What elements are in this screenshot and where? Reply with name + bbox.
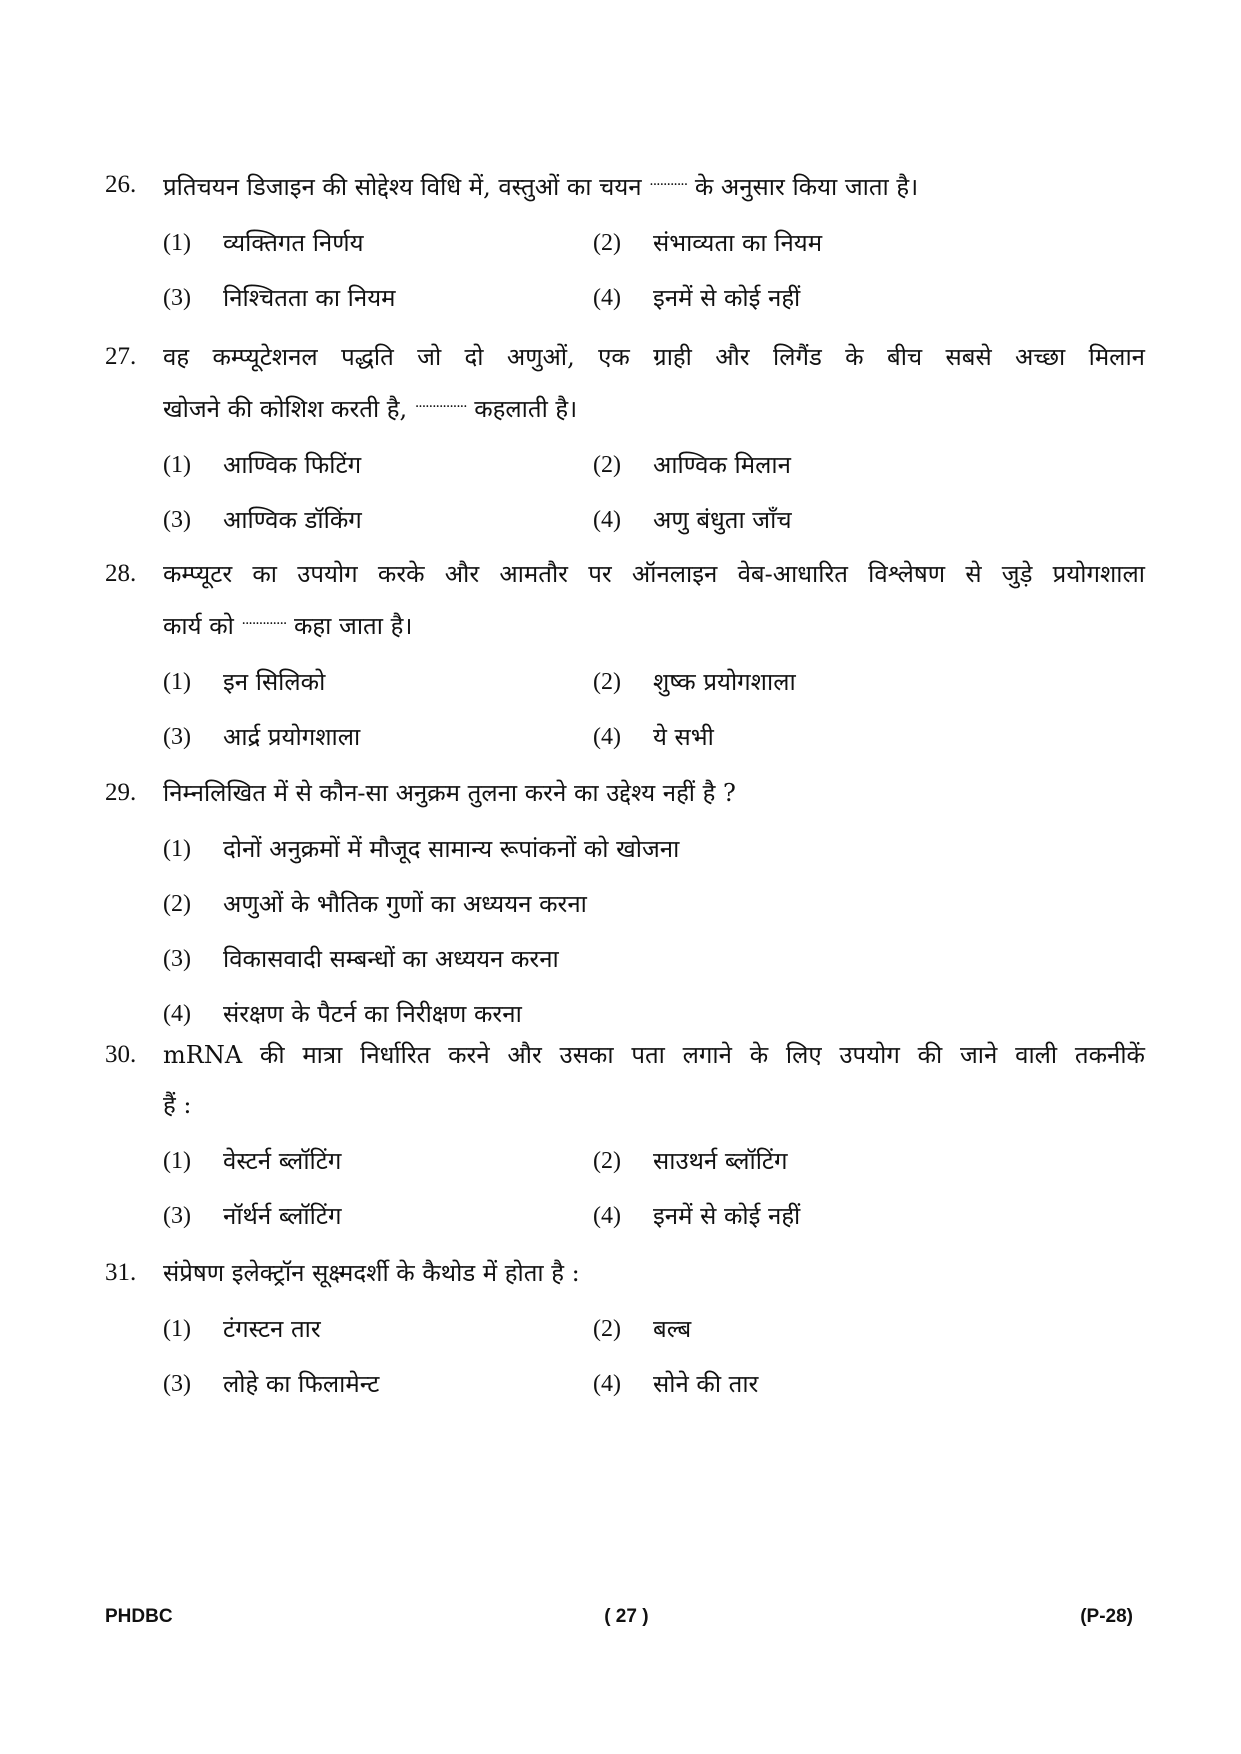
question-29 [105,768,1145,1044]
question-27 [105,332,1145,550]
question-28 [105,549,1145,767]
option-2: (2) बल्ब [593,1315,692,1343]
option-3: (3) नॉर्थर्न ब्लॉटिंग [163,1202,342,1230]
question-number: 30. [105,1041,137,1068]
blank-dots: ··········· [649,177,688,193]
question-number: 28. [105,560,137,587]
option-1: (1) व्यक्तिगत निर्णय [163,229,364,257]
paper-code: (P-28) [1080,1606,1133,1627]
options [105,1136,1145,1246]
option-4: (4) संरक्षण के पैटर्न का निरीक्षण करना [163,1000,522,1028]
option-3: (3) आर्द्र प्रयोगशाला [163,723,361,751]
option-1: (1) टंगस्टन तार [163,1315,321,1343]
question-30 [105,1030,1145,1246]
option-3: (3) लोहे का फिलामेन्ट [163,1370,380,1398]
option-2: (2) अणुओं के भौतिक गुणों का अध्ययन करना [163,890,587,918]
question-number: 26. [105,171,137,198]
option-1: (1) वेस्टर्न ब्लॉटिंग [163,1147,342,1175]
question-number: 31. [105,1259,137,1286]
option-2: (2) शुष्क प्रयोगशाला [593,668,796,696]
options [105,1304,1145,1414]
page-footer [105,1606,1133,1628]
options [105,218,1145,328]
options [105,824,1145,1044]
option-4: (4) ये सभी [593,723,714,751]
option-2: (2) साउथर्न ब्लॉटिंग [593,1147,788,1175]
question-text: कम्प्यूटर का उपयोग करके और आमतौर पर ऑनलाइन वेब-आधारित विश्लेषण से जुड़े प्रयोगशाला [163,560,1145,588]
options [105,440,1145,550]
question-31 [105,1248,1145,1414]
option-1: (1) दोनों अनुक्रमों में मौजूद सामान्य रूपांकनों को खोजना [163,835,680,863]
question-text-continued: खोजने की कोशिश करती है, ··············· कहलाती है। [163,395,578,423]
option-4: (4) सोने की तार [593,1370,759,1398]
question-number: 29. [105,779,137,806]
question-text-continued: कार्य को ············· कहा जाता है। [163,612,413,640]
option-2: (2) संभाव्यता का नियम [593,229,823,257]
question-text: वह कम्प्यूटेशनल पद्धति जो दो अणुओं, एक ग्राही और लिगैंड के बीच सबसे अच्छा मिलान [163,343,1145,371]
option-1: (1) आण्विक फिटिंग [163,451,362,479]
question-number: 27. [105,343,137,370]
option-4: (4) इनमें से कोई नहीं [593,1202,801,1230]
page-number: ( 27 ) [604,1606,649,1627]
question-text: निम्नलिखित में से कौन-सा अनुक्रम तुलना करने का उद्देश्य नहीं है ? [163,779,736,807]
blank-dots: ··············· [414,399,467,415]
option-4: (4) अणु बंधुता जाँच [593,506,792,534]
option-3: (3) आण्विक डॉकिंग [163,506,362,534]
option-3: (3) विकासवादी सम्बन्धों का अध्ययन करना [163,945,559,973]
question-26 [105,160,1145,328]
question-text: संप्रेषण इलेक्ट्रॉन सूक्ष्मदर्शी के कैथोड में होता है : [163,1259,580,1287]
option-2: (2) आण्विक मिलान [593,451,791,479]
option-1: (1) इन सिलिको [163,668,326,696]
option-3: (3) निश्चितता का नियम [163,284,396,312]
question-text: mRNA की मात्रा निर्धारित करने और उसका पता लगाने के लिए उपयोग की जाने वाली तकनीकें [163,1041,1145,1069]
question-text-continued: हैं : [163,1091,192,1119]
options [105,657,1145,767]
blank-dots: ············· [241,616,287,632]
footer-code: PHDBC [105,1606,173,1627]
question-text: प्रतिचयन डिजाइन की सोद्देश्य विधि में, वस्तुओं का चयन ··········· के अनुसार किया जाता है। [163,173,919,201]
option-4: (4) इनमें से कोई नहीं [593,284,801,312]
